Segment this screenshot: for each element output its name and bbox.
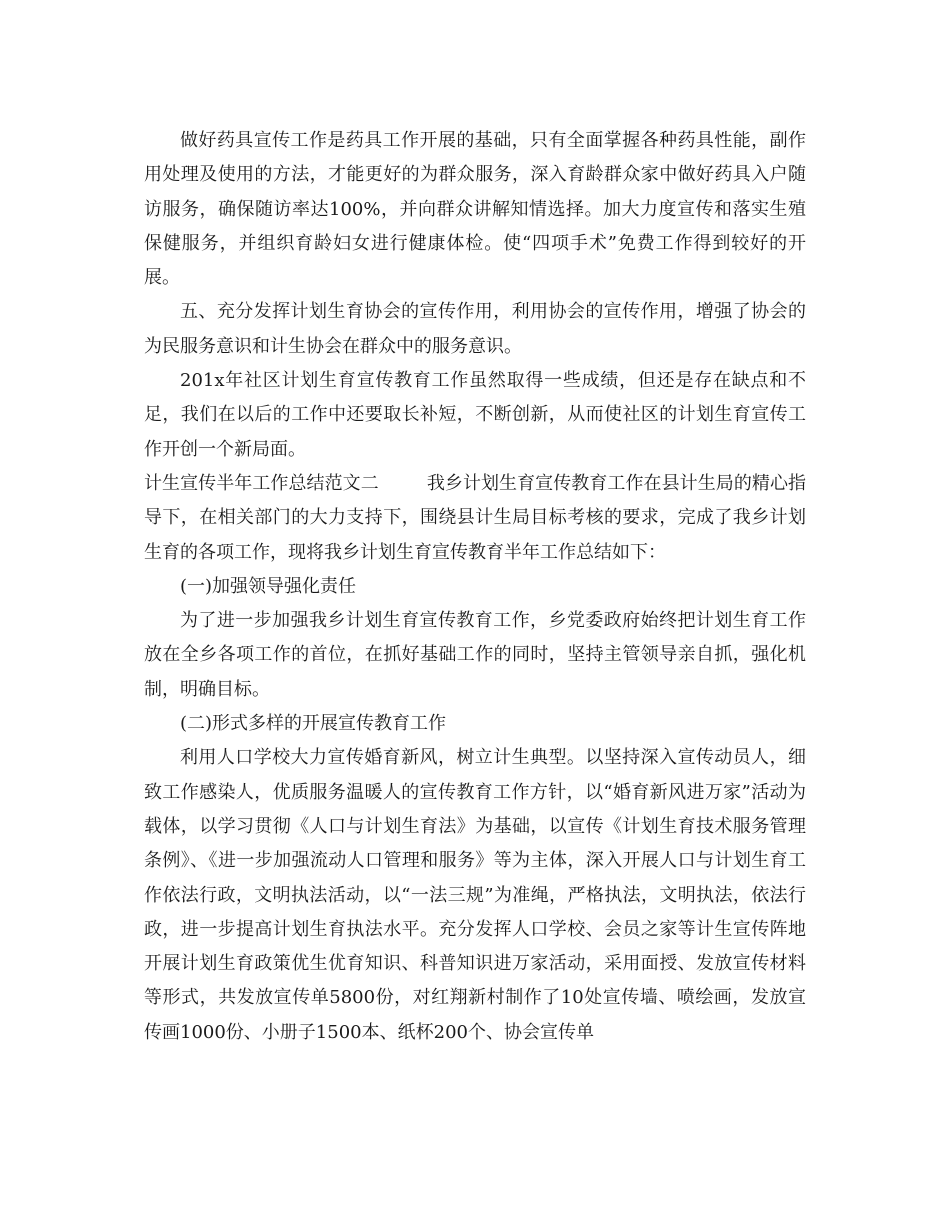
- section-heading: 计生宣传半年工作总结范文二: [144, 472, 379, 494]
- subheading-2: (二)形式多样的开展宣传教育工作: [180, 713, 447, 735]
- paragraph-6: 为了进一步加强我乡计划生育宣传教育工作，乡党委政府始终把计划生育工作放在全乡各项工作的首位，在抓好基础工作的同时，坚持主管领导亲自抓，强化机制，明确目标。: [144, 610, 806, 700]
- paragraph-2: 五、充分发挥计划生育协会的宣传作用，利用协会的宣传作用，增强了协会的为民服务意识和计生协会在群众中的服务意识。: [144, 301, 806, 357]
- document-body: [144, 124, 806, 1050]
- paragraph-4: [144, 467, 806, 570]
- paragraph-1: 做好药具宣传工作是药具工作开展的基础，只有全面掌握各种药具性能，副作用处理及使用的方法，才能更好的为群众服务，深入育龄群众家中做好药具入户随访服务，确保随访率达100%，并向群众讲解知情选择。加大力度宣传和落实生殖保健服务，并组织育龄妇女进行健康体检。使“四项手术”免费工作得到较好的开展。: [144, 130, 806, 289]
- paragraph-8: 利用人口学校大力宣传婚育新风，树立计生典型。以坚持深入宣传动员人，细致工作感染人，优质服务温暖人的宣传教育工作方针，以“婚育新风进万家”活动为载体，以学习贯彻《人口与计划生育法》为基础，以宣传《计划生育技术服务管理条例》、《进一步加强流动人口管理和服务》等为主体，深入开展人口与计划生育工作依法行政，文明执法活动，以“一法三规”为准绳，严格执法，文明执法，依法行政，进一步提高计划生育执法水平。充分发挥人口学校、会员之家等计生宣传阵地开展计划生育政策优生优育知识、科普知识进万家活动，采用面授、发放宣传材料等形式，共发放宣传单5800份，对红翔新村制作了10处宣传墙、喷绘画，发放宣传画1000份、小册子1500本、纸杯200个、协会宣传单: [144, 747, 806, 1043]
- paragraph-3: 201x年社区计划生育宣传教育工作虽然取得一些成绩，但还是存在缺点和不足，我们在以后的工作中还要取长补短，不断创新，从而使社区的计划生育宣传工作开创一个新局面。: [144, 370, 806, 460]
- subheading-1: (一)加强领导强化责任: [180, 575, 357, 597]
- paragraph-4-text: 我乡计划生育宣传教育工作在县计生局的精心指导下，在相关部门的大力支持下，围绕县计生局目标考核的要求，完成了我乡计划生育的各项工作，现将我乡计划生育宣传教育半年工作总结如下：: [144, 472, 806, 563]
